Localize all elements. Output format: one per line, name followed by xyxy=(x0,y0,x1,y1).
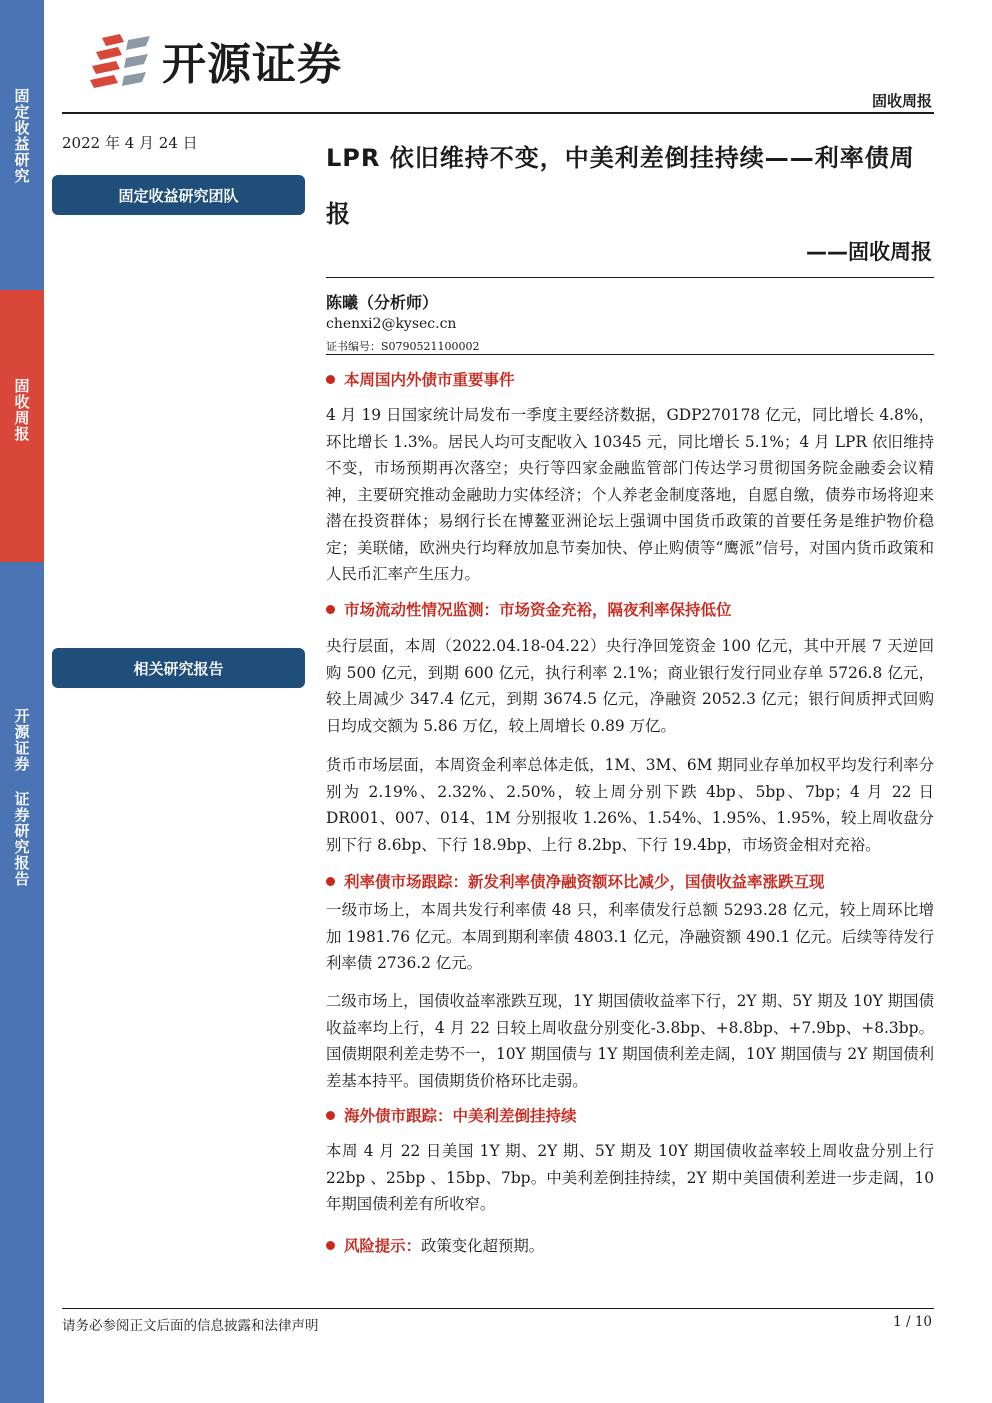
bullet-dot-icon xyxy=(326,375,335,384)
section-paragraph: 本周 4 月 22 日美国 1Y 期、2Y 期、5Y 期及 10Y 期国债收益率较上周收盘分别上行 22bp 、25bp 、15bp、7bp。中美利差倒挂持续，2Y 期中美国债利差进一步走阔，10 年期国债利差有所收窄。 xyxy=(326,1142,934,1213)
brand-mark-icon xyxy=(88,32,154,88)
title-divider xyxy=(326,277,934,278)
page-number: 1 / 10 xyxy=(893,1314,932,1330)
section-heading-text: 利率债市场跟踪：新发利率债净融资额环比减少，国债收益率涨跌互现 xyxy=(344,873,825,891)
section-heading xyxy=(326,368,515,390)
side-label-research: 固定收益研究 xyxy=(12,88,31,184)
footer-divider xyxy=(62,1308,934,1309)
risk-text: 政策变化超预期。 xyxy=(420,1237,545,1255)
section-heading-text: 海外债市跟踪：中美利差倒挂持续 xyxy=(344,1107,577,1125)
report-title: LPR 依旧维持不变，中美利差倒挂持续——利率债周报 xyxy=(326,144,915,228)
section-paragraph: 一级市场上，本周共发行利率债 48 只，利率债发行总额 5293.28 亿元，较上周环比增加 1981.76 亿元。本周到期利率债 4803.1 亿元，净融资额 490.1 亿元。后续等待发行利率债 2736.2 亿元。 xyxy=(326,901,934,972)
side-strip xyxy=(0,0,44,1403)
brand-logo xyxy=(88,28,342,92)
analyst-divider xyxy=(326,354,934,355)
side-label-brand: 开源证券 证券研究报告 xyxy=(12,708,31,887)
header-divider xyxy=(62,112,934,114)
section-paragraph: 货币市场层面，本周资金利率总体走低，1M、3M、6M 期同业存单加权平均发行利率分别为 2.19%、2.32%、2.50%，较上周分别下跌 4bp、5bp、7bp；4 月 22 日 DR001、007、014、1M 分别报收 1.26%、1.54%、1.95%、1.95%，较上周收盘分别下行 8.6bp、下行 18.9bp、上行 8.2bp、下行 19.4bp，市场资金相对充裕。 xyxy=(326,756,934,854)
section-heading xyxy=(326,1104,577,1126)
report-subtitle: ——固收周报 xyxy=(806,240,932,264)
section-heading xyxy=(326,598,732,620)
bullet-dot-icon xyxy=(326,1111,335,1120)
analyst-email: chenxi2@kysec.cn xyxy=(326,316,457,332)
bullet-dot-icon xyxy=(326,877,335,886)
section-paragraph: 4 月 19 日国家统计局发布一季度主要经济数据，GDP270178 亿元，同比增长 4.8%，环比增长 1.3%。居民人均可支配收入 10345 元，同比增长 5.1%；4 月 LPR 依旧维持不变，市场预期再次落空；央行等四家金融监管部门传达学习贯彻国务院金融委会议精神，主要研究推动金融助力实体经济；个人养老金制度落地，自愿自缴，债券市场将迎来潜在投资群体；易纲行长在博鳌亚洲论坛上强调中国货币政策的首要任务是维护物价稳定；美联储，欧洲央行均释放加息节奏加快、停止购债等“鹰派”信号，对国内货币政策和人民币汇率产生压力。 xyxy=(326,406,934,583)
footer-disclaimer: 请务必参阅正文后面的信息披露和法律声明 xyxy=(62,1318,319,1334)
bullet-dot-icon xyxy=(326,1241,335,1250)
report-date: 2022 年 4 月 24 日 xyxy=(62,134,198,152)
section-paragraph: 央行层面，本周（2022.04.18-04.22）央行净回笼资金 100 亿元，其中开展 7 天逆回购 500 亿元，到期 600 亿元，执行利率 2.1%；商业银行发行同业存单 5726.8 亿元，较上周减少 347.4 亿元，到期 3674.5 亿元，净融资 2052.3 亿元；银行间质押式回购日均成交额为 5.86 万亿，较上周增长 0.89 万亿。 xyxy=(326,637,934,735)
side-label-weekly: 固收周报 xyxy=(12,378,31,442)
team-label-box: 固定收益研究团队 xyxy=(52,175,305,215)
analyst-name: 陈曦（分析师） xyxy=(326,293,439,312)
related-reports-box: 相关研究报告 xyxy=(52,648,305,688)
bullet-dot-icon xyxy=(326,605,335,614)
section-paragraph: 二级市场上，国债收益率涨跌互现，1Y 期国债收益率下行，2Y 期、5Y 期及 10Y 期国债收益率均上行，4 月 22 日较上周收盘分别变化-3.8bp、+8.8bp、+7.9bp、+8.3bp。国债期限利差走势不一，10Y 期国债与 1Y 期国债利差走阔，10Y 期国债与 2Y 期国债利差基本持平。国债期货价格环比走弱。 xyxy=(326,992,934,1090)
analyst-cert: 证书编号：S0790521100002 xyxy=(326,340,480,353)
risk-label: 风险提示： xyxy=(344,1237,421,1255)
header-report-type: 固收周报 xyxy=(871,92,932,110)
section-heading-text: 本周国内外债市重要事件 xyxy=(344,371,515,389)
brand-name: 开源证券 xyxy=(162,39,342,90)
section-heading-text: 市场流动性情况监测：市场资金充裕，隔夜利率保持低位 xyxy=(344,601,732,619)
risk-note xyxy=(326,1234,544,1256)
section-heading xyxy=(326,870,825,892)
